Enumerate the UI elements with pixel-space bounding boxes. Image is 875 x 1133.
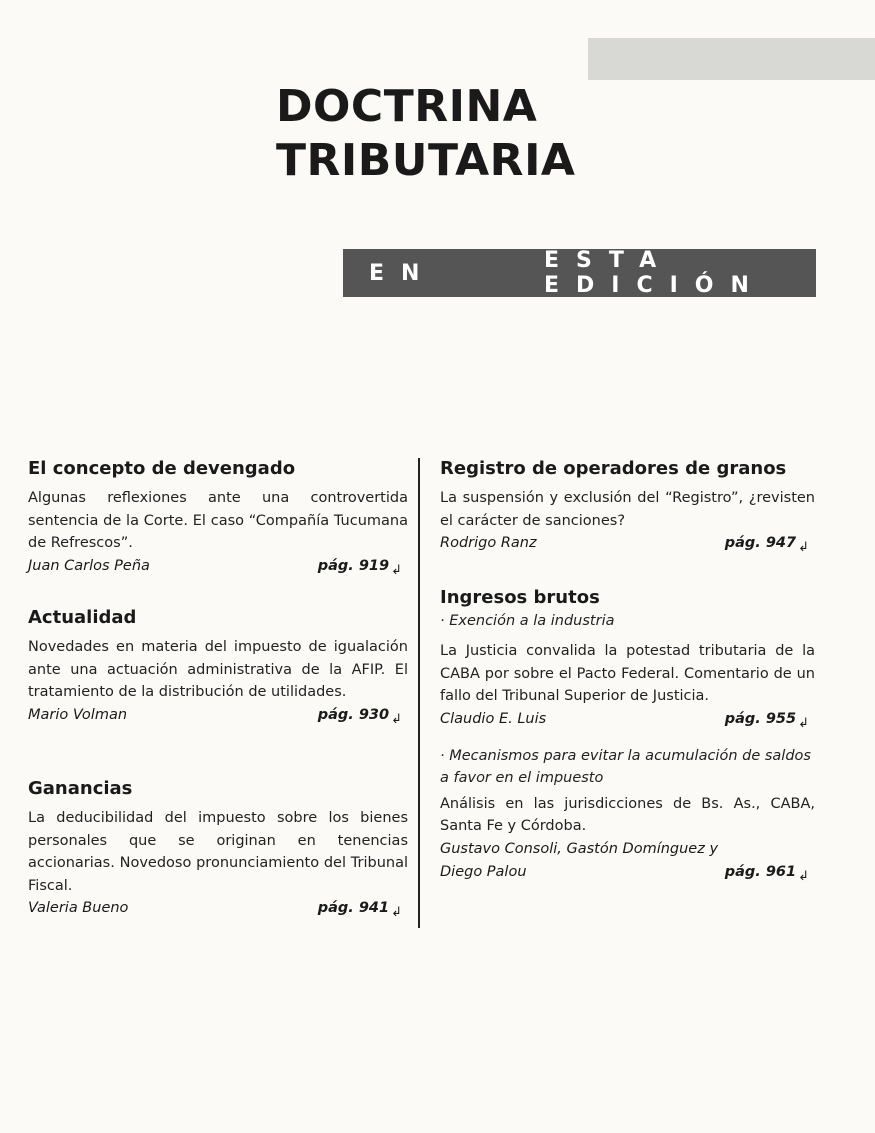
return-arrow-icon: ↲ [391, 905, 402, 920]
page-number: pág. 919 [317, 557, 390, 574]
article-author: Valeria Bueno [28, 900, 129, 916]
article-body: Novedades en materia del impuesto de igualación ante una actuación administrativa de la AFIP. El tratamiento de la distribución de utilidades. [28, 639, 408, 700]
article-heading: Ingresos brutos [440, 587, 600, 608]
article-page-ref [318, 897, 408, 920]
article-body: La deducibilidad del impuesto sobre los bienes personales que se originan en tenencias accionarias. Novedoso pronunciamiento del Tribunal Fiscal. [28, 810, 408, 894]
page-title [276, 80, 576, 188]
return-arrow-icon: ↲ [798, 868, 809, 884]
article-authors [440, 838, 718, 884]
banner-word-2: ESTA EDICIÓN [544, 248, 766, 298]
article-author: Juan Carlos Peña [28, 557, 150, 574]
article-author: Diego Palou [440, 863, 527, 880]
page-number: pág. 955 [724, 710, 797, 727]
article-registro-granos [440, 457, 815, 555]
return-arrow-icon: ↲ [798, 540, 809, 555]
return-arrow-icon: ↲ [391, 711, 402, 727]
article-subheading: · Exención a la industria [440, 613, 615, 629]
article-page-ref [725, 861, 815, 884]
article-page-ref [725, 532, 815, 555]
article-credit [28, 897, 408, 920]
article-body: La Justicia convalida la potestad tributaria de la CABA por sobre el Pacto Federal. Comentario de un fallo del Tribunal Superior de Justicia. [440, 643, 815, 704]
banner-word-1: EN [369, 260, 437, 286]
article-author: Gustavo Consoli, Gastón Domínguez y [440, 840, 719, 857]
article-body: Algunas reflexiones ante una controvertida sentencia de la Corte. El caso “Compañía Tucumana de Refrescos”. [28, 490, 408, 551]
article-heading: Ganancias [28, 778, 133, 799]
article-credit [440, 708, 815, 731]
article-author: Claudio E. Luis [440, 710, 547, 727]
column-divider [418, 458, 420, 928]
article-author: Rodrigo Ranz [440, 535, 537, 551]
bleed-through-band [588, 38, 875, 80]
article-body: Análisis en las jurisdicciones de Bs. As., CABA, Santa Fe y Córdoba. [440, 795, 815, 834]
page-number: pág. 947 [724, 535, 797, 551]
article-credit [440, 532, 815, 555]
article-body: La suspensión y exclusión del “Registro”, ¿revisten el carácter de sanciones? [440, 490, 815, 529]
article-credit [440, 838, 815, 884]
article-actualidad [28, 606, 408, 727]
article-author: Mario Volman [28, 706, 128, 723]
article-page-ref [318, 555, 408, 578]
article-credit [28, 704, 408, 727]
article-page-ref [725, 708, 815, 731]
article-page-ref [318, 704, 408, 727]
article-ganancias [28, 777, 408, 920]
article-heading: El concepto de devengado [28, 458, 296, 479]
return-arrow-icon: ↲ [391, 562, 402, 578]
page-number: pág. 941 [317, 900, 390, 916]
article-ingresos-brutos [440, 586, 815, 884]
article-subheading: · Mecanismos para evitar la acumulación de saldos a favor en el impuesto [440, 747, 811, 786]
article-credit [28, 555, 408, 578]
page-number: pág. 961 [724, 863, 797, 880]
page-number: pág. 930 [317, 706, 390, 723]
title-line-2: TRIBUTARIA [276, 135, 576, 186]
title-line-1: DOCTRINA [276, 81, 538, 132]
article-heading: Registro de operadores de granos [440, 458, 787, 479]
article-heading: Actualidad [28, 607, 137, 628]
article-devengado [28, 457, 408, 578]
return-arrow-icon: ↲ [798, 715, 809, 731]
section-banner [343, 249, 816, 297]
